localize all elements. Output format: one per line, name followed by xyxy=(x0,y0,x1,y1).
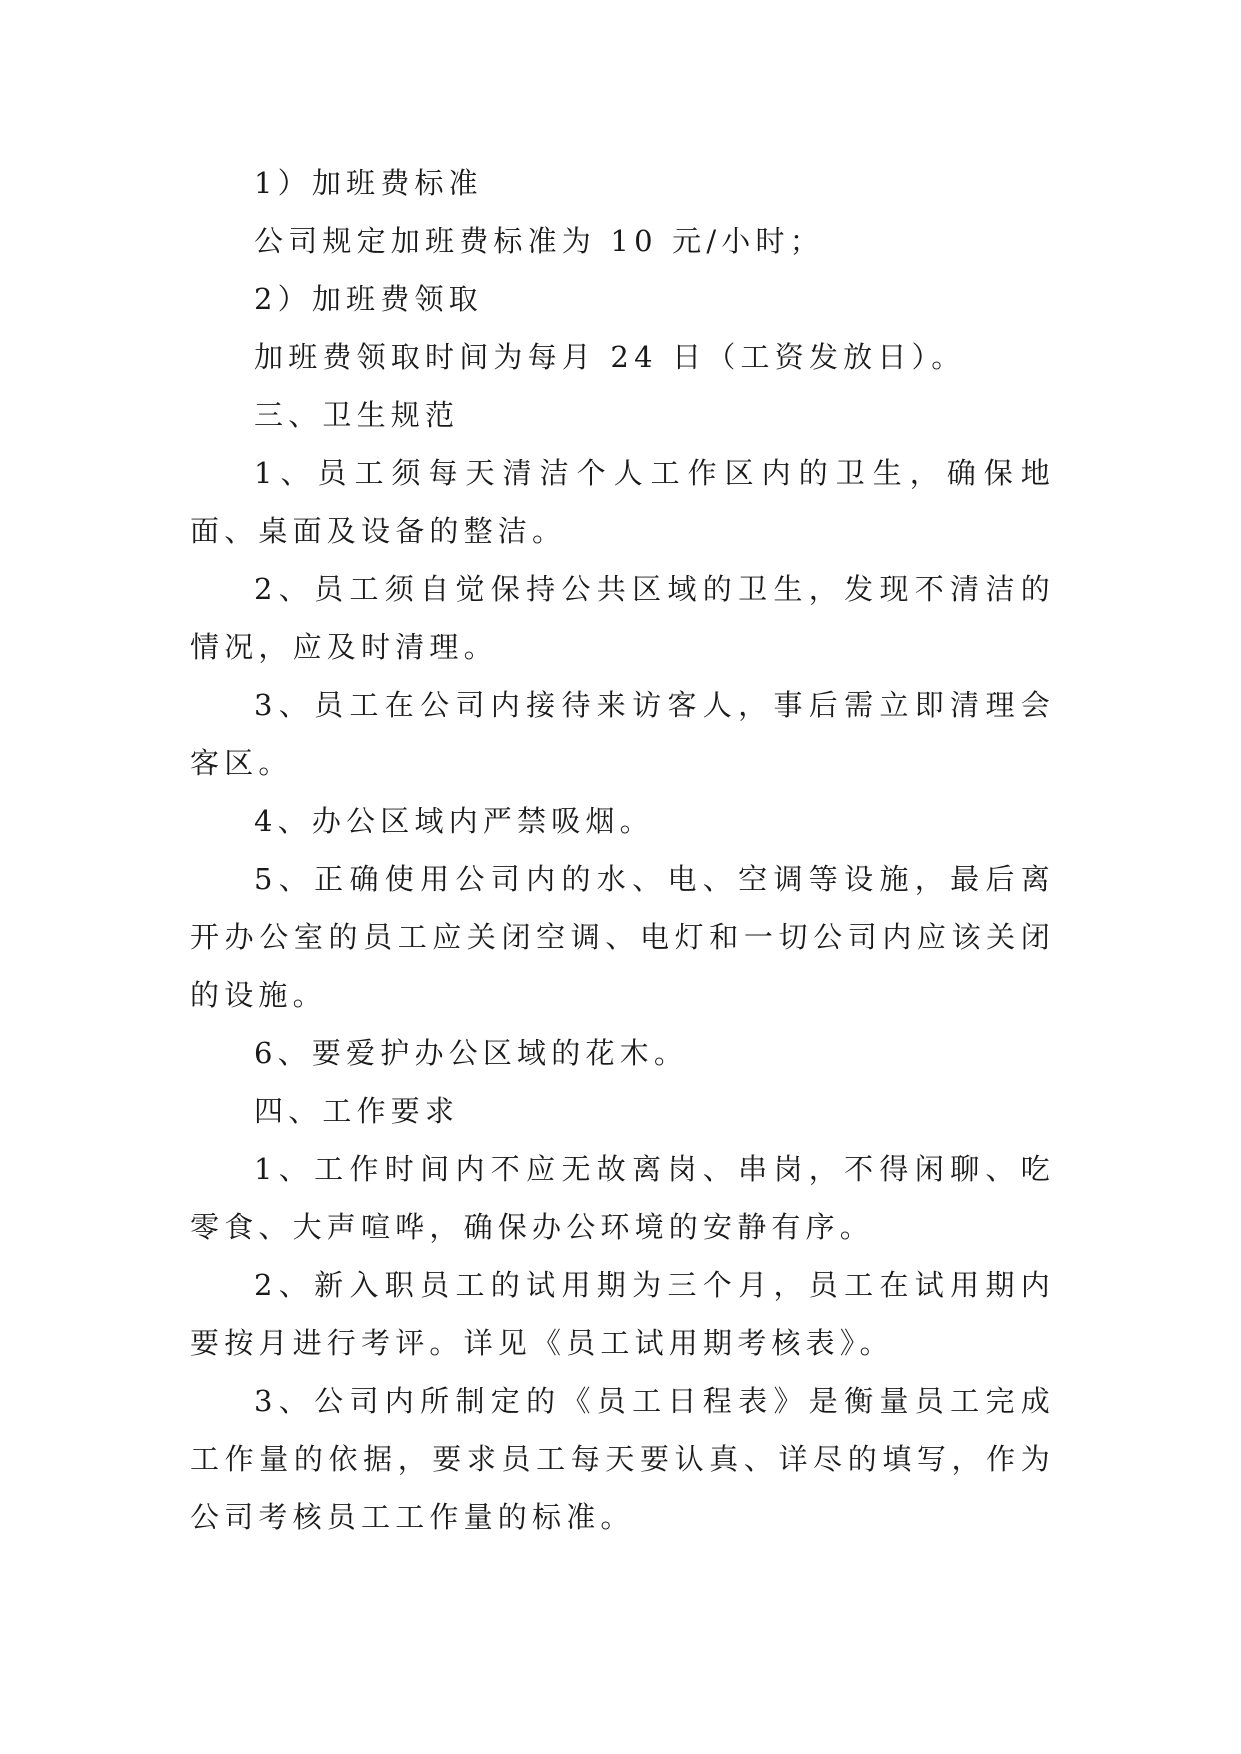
section-work-requirements-heading: 四、工作要求 xyxy=(254,1094,460,1128)
work-item-2: 2、新入职员工的试用期为三个月，员工在试用期内要按月进行考评。详见《员工试用期考核表》。 xyxy=(190,1268,1055,1360)
overtime-collection-heading: 2）加班费领取 xyxy=(254,282,483,316)
work-item-1: 1、工作时间内不应无故离岗、串岗，不得闲聊、吃零食、大声喧哗，确保办公环境的安静有序。 xyxy=(190,1152,1055,1244)
hygiene-item-3: 3、员工在公司内接待来访客人，事后需立即清理会客区。 xyxy=(190,688,1055,780)
overtime-standard-text: 公司规定加班费标准为 10 元/小时； xyxy=(254,224,824,258)
hygiene-item-2: 2、员工须自觉保持公共区域的卫生，发现不清洁的情况，应及时清理。 xyxy=(190,572,1055,664)
work-item-3: 3、公司内所制定的《员工日程表》是衡量员工完成工作量的依据，要求员工每天要认真、详尽的填写，作为公司考核员工工作量的标准。 xyxy=(190,1384,1055,1534)
hygiene-item-5: 5、正确使用公司内的水、电、空调等设施，最后离开办公室的员工应关闭空调、电灯和一切公司内应该关闭的设施。 xyxy=(190,862,1055,1012)
hygiene-item-1: 1、员工须每天清洁个人工作区内的卫生，确保地面、桌面及设备的整洁。 xyxy=(190,456,1055,548)
section-hygiene-heading: 三、卫生规范 xyxy=(254,398,460,432)
overtime-standard-heading: 1）加班费标准 xyxy=(254,166,483,200)
overtime-collection-text: 加班费领取时间为每月 24 日（工资发放日）。 xyxy=(254,340,966,374)
hygiene-item-4: 4、办公区域内严禁吸烟。 xyxy=(254,804,654,838)
hygiene-item-6: 6、要爱护办公区域的花木。 xyxy=(254,1036,689,1070)
